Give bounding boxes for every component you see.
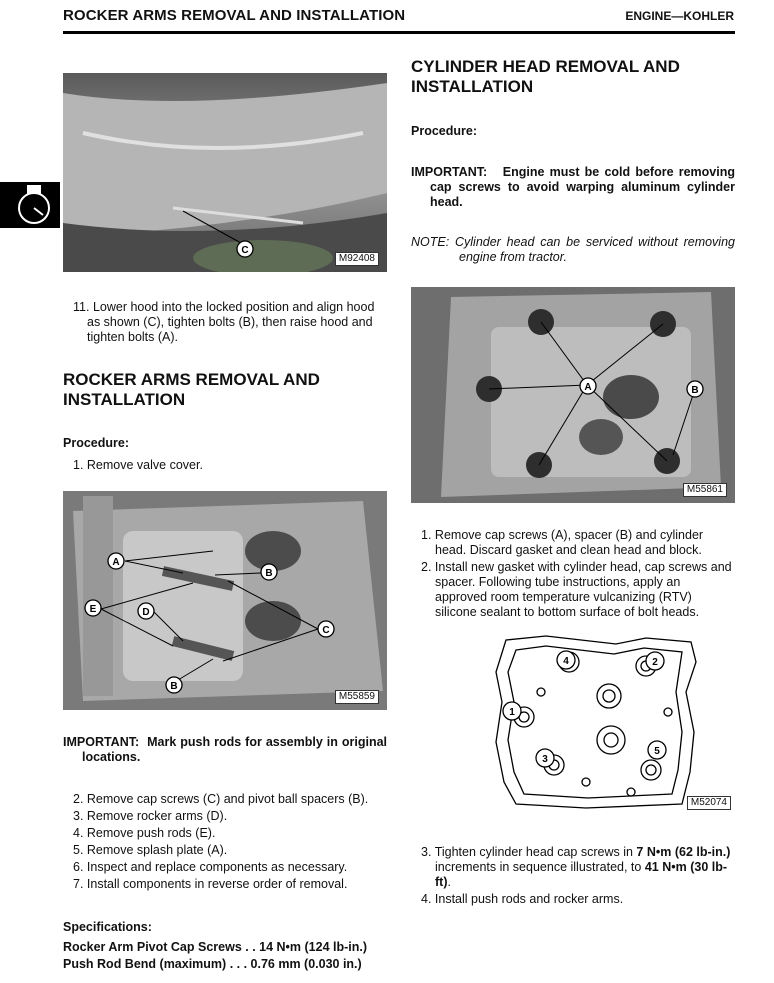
right-step-2-text: Install new gasket with cylinder head, cap screws and spacer. Following tube instructions, apply an approved room temperature vulcanizing (RTV) silicone sealant to bottom surface of bolt heads. [434,560,732,619]
fig2-callout-b-upper: B [265,568,273,579]
fig1-id: M92408 [335,252,379,266]
right-note [411,235,735,265]
right-note-label: NOTE: [411,235,450,249]
rocker-arms-photo [63,491,387,710]
left-step-6: 6. Inspect and replace components as necessary. [73,860,348,874]
left-step-3: 3. Remove rocker arms (D). [73,809,228,823]
fig2-id: M55859 [335,690,379,704]
left-step-4: 4. Remove push rods (E). [73,826,216,840]
left-procedure-label: Procedure: [63,436,129,450]
right-step-1-text: Remove cap screws (A), spacer (B) and cylinder head. Discard gasket and clean head and block. [434,528,704,557]
specs-table [63,939,393,973]
fig2-callout-d: D [142,607,150,618]
right-step-4: 4. Install push rods and rocker arms. [421,892,624,906]
fig3-id: M55861 [683,483,727,497]
right-step-3 [421,845,733,890]
right-procedure-label: Procedure: [411,124,477,138]
fig2-callout-b-lower: B [170,681,178,692]
left-important-note [63,735,387,765]
spec-row-pivot [63,939,393,956]
torque-seq-4: 4 [563,656,569,667]
right-step-2 [421,560,733,620]
header-rule [63,31,735,34]
right-step-3-torque2: 41 N•m (30 lb-ft) [435,860,728,889]
fig3-callout-b: B [691,385,699,396]
right-important-text: Engine must be cold before removing cap screws to avoid warping aluminum cylinder head. [430,165,735,209]
left-step-1: 1. Remove valve cover. [73,458,203,472]
spec-label: Specifications: [63,920,152,934]
spec-pushrod-dots: . . . [226,957,251,971]
right-note-text: Cylinder head can be serviced without removing engine from tractor. [455,235,735,264]
page-header-section: ENGINE—KOHLER [625,9,734,23]
left-important-label: IMPORTANT: [63,735,140,749]
left-steps-list [73,791,393,893]
engine-section-tab [0,182,60,228]
right-important-note [411,165,735,210]
right-step-3-mid: increments in sequence illustrated, to [435,860,645,874]
left-important-text: Mark push rods for assembly in original locations. [82,735,388,764]
torque-seq-5: 5 [654,746,660,757]
torque-seq-3: 3 [542,754,548,765]
spec-pushrod-name: Push Rod Bend (maximum) [63,957,227,971]
fig1-callout-c: C [241,245,249,256]
rocker-arms-title-line2: INSTALLATION [63,390,186,409]
fig2-callout-a: A [112,557,120,568]
right-step-1 [421,528,733,558]
right-step-3-num: 3. [421,845,432,859]
engine-gauge-icon [0,182,60,228]
hood-alignment-photo [63,73,387,272]
right-step-3-pre: Tighten cylinder head cap screws in [434,845,637,859]
spec-pushrod-value: 0.76 mm (0.030 in.) [250,957,362,971]
cylinder-head-photo [411,287,735,503]
spec-row-pushrod [63,956,393,973]
page-header-title: ROCKER ARMS REMOVAL AND INSTALLATION [63,7,406,24]
cylinder-head-title-line1: CYLINDER HEAD REMOVAL AND [411,57,680,76]
fig2-callout-c-upper: C [322,625,330,636]
torque-seq-1: 1 [509,707,515,718]
right-step-3-end: . [447,875,451,889]
spec-pivot-dots: . . [241,940,260,954]
rocker-arms-title [63,370,387,410]
spec-pivot-value: 14 N•m (124 lb-in.) [259,940,368,954]
fig3-callout-a: A [584,382,592,393]
torque-sequence-diagram [486,632,733,810]
right-important-label: IMPORTANT: [411,165,488,179]
step-11-text: Lower hood into the locked position and align hood as shown (C), tighten bolts (B), then raise hood and tighten bolts (A). [87,300,375,344]
torque-seq-2: 2 [652,657,658,668]
left-step-2: 2. Remove cap screws (C) and pivot ball spacers (B). [73,792,369,806]
right-step-1-num: 1. [421,528,432,542]
rocker-arms-title-line1: ROCKER ARMS REMOVAL AND [63,370,320,389]
step-11-num: 11. [73,300,90,314]
right-step-2-num: 2. [421,560,432,574]
fig4-id: M52074 [687,796,731,810]
cylinder-head-title [411,57,735,97]
left-step-5: 5. Remove splash plate (A). [73,843,228,857]
spec-pivot-name: Rocker Arm Pivot Cap Screws [63,940,242,954]
cylinder-head-title-line2: INSTALLATION [411,77,534,96]
right-steps-1-2 [421,528,733,620]
right-step-3-torque1: 7 N•m (62 lb-in.) [636,845,731,859]
fig2-callout-e: E [89,604,97,615]
step-11 [63,300,387,345]
left-step-7: 7. Install components in reverse order of removal. [73,877,348,891]
